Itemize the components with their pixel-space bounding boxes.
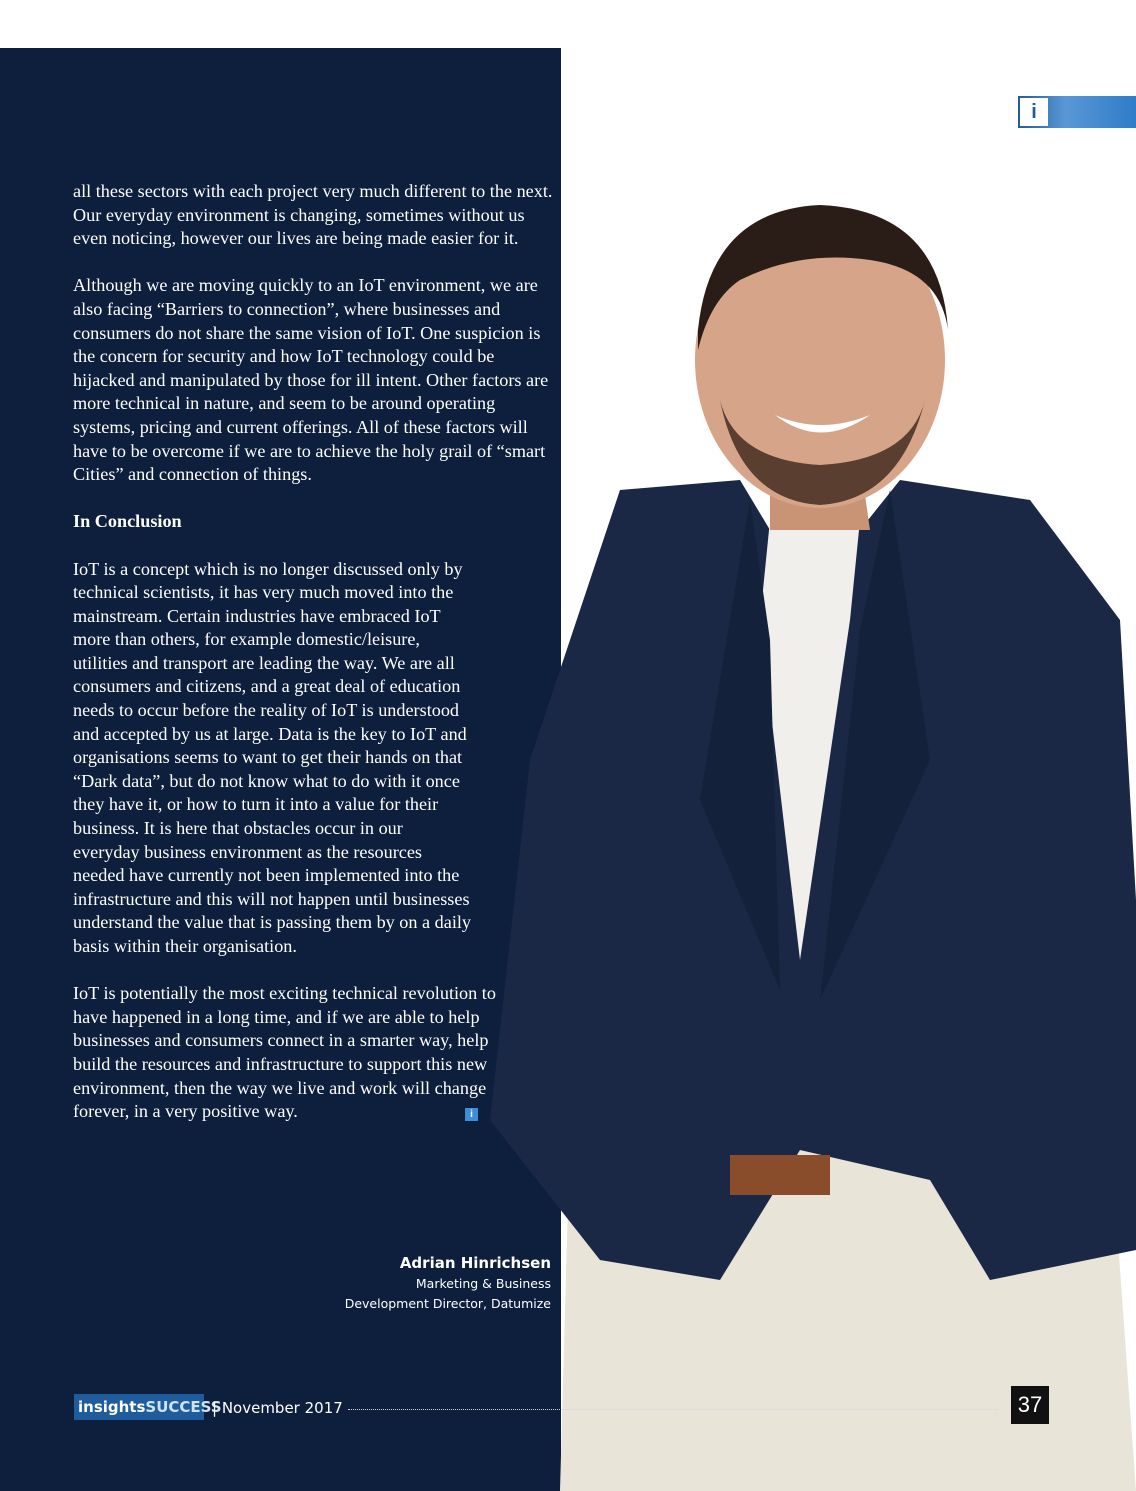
brand-name: insights <box>78 1398 146 1416</box>
footer-dotted-rule <box>348 1409 998 1410</box>
author-photo <box>470 200 1136 1491</box>
page-number: 37 <box>1011 1386 1049 1424</box>
page-footer <box>74 1394 1054 1424</box>
article-paragraph: all these sectors with each project very much different to the next. Our everyday environment is changing, sometimes without us even noticing, however our lives are being made easier for it. <box>73 181 553 249</box>
page-top-margin <box>0 0 1136 48</box>
article-paragraph: Although we are moving quickly to an IoT environment, we are also facing “Barriers to connection”, where businesses and consumers do not share the same vision of IoT. One suspicion is the concern for security and how IoT technology could be hijacked and manipulated by those for ill intent. Other factors are more technical in nature, and seem to be around operating systems, pricing and current offerings. All of these factors will have to be overcome if we are to achieve the holy grail of “smart Cities” and connection of things. <box>73 275 549 485</box>
author-company: Development Director, Datumize <box>344 1296 551 1311</box>
issue-date: | November 2017 <box>212 1399 343 1417</box>
article-end-mark-icon: i <box>465 1108 478 1121</box>
brand-logo <box>74 1394 222 1420</box>
conclusion-paragraph: IoT is potentially the most exciting technical revolution to have happened in a long time, and if we are able to help businesses and consumers connect in a smarter way, help build the resources and infrastructure to support this new environment, then the way we live and work will change forever, in a very positive way. <box>73 983 496 1122</box>
section-heading: In Conclusion <box>73 511 182 532</box>
author-credit <box>345 1253 551 1314</box>
brand-name-suffix: SUCCESS <box>145 1398 222 1416</box>
author-role: Marketing & Business <box>415 1276 551 1291</box>
magazine-logo-icon: i <box>1020 98 1048 126</box>
author-name: Adrian Hinrichsen <box>399 1254 551 1272</box>
conclusion-paragraph: IoT is a concept which is no longer discussed only by technical scientists, it has very much moved into the mainstream. Certain industries have embraced IoT more than others, for example domestic/leisure, utilities and transport are leading the way. We are all consumers and citizens, and a great deal of education needs to occur before the reality of IoT is understood and accepted by us at large. Data is the key to IoT and organisations seems to want to get their hands on that “Dark data”, but do not know what to do with it once they have it, or how to turn it into a value for their business. It is here that obstacles occur in our everyday business environment as the resources needed have currently not been implemented into the infrastructure and this will not happen until businesses understand the value that is passing them by on a daily basis within their organisation. <box>73 558 472 956</box>
